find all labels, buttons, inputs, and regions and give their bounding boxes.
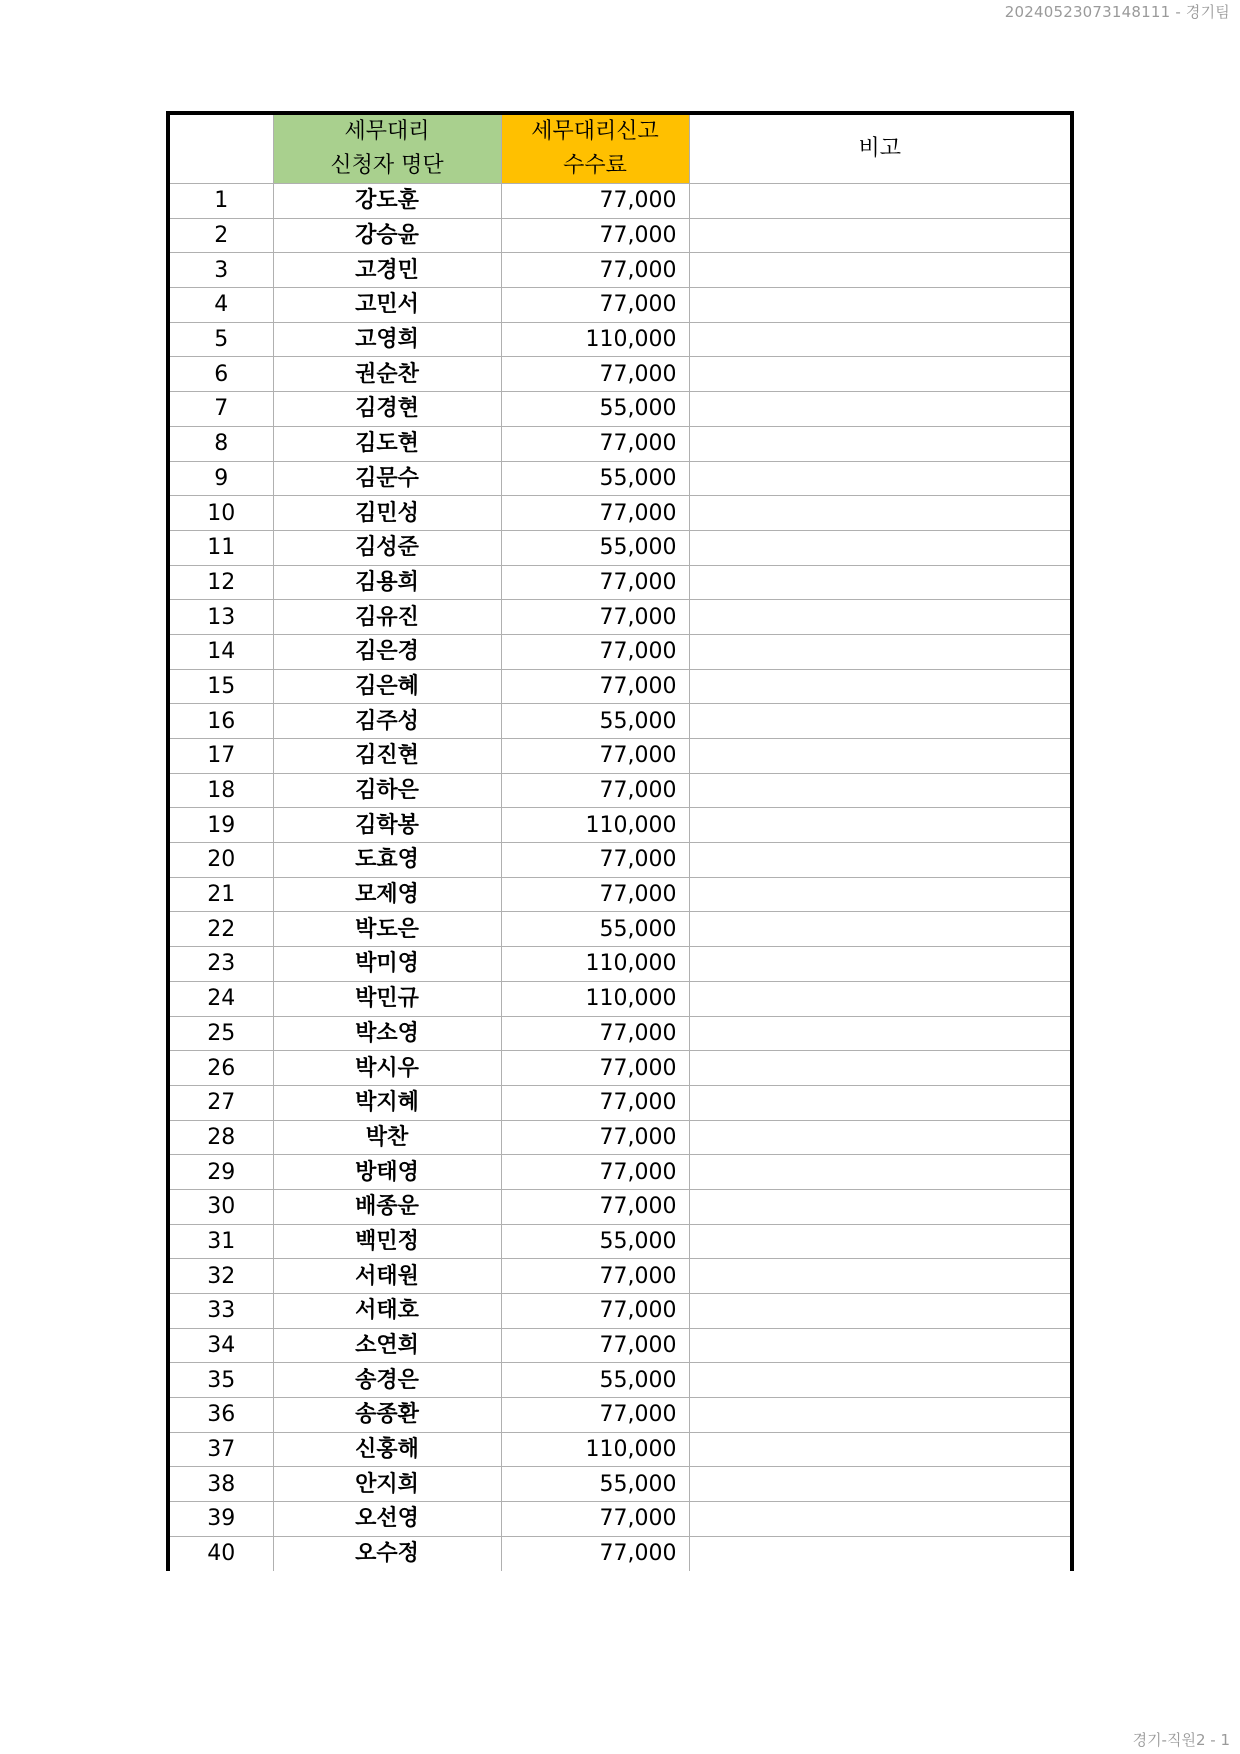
row-number: 35 <box>168 1363 273 1398</box>
row-number: 34 <box>168 1328 273 1363</box>
remarks-cell <box>689 218 1072 253</box>
applicant-name: 모제영 <box>273 877 501 912</box>
remarks-cell <box>689 773 1072 808</box>
header-number <box>168 113 273 184</box>
filing-fee: 77,000 <box>501 218 689 253</box>
table-row <box>168 218 1072 253</box>
row-number: 33 <box>168 1294 273 1329</box>
applicant-name: 박미영 <box>273 947 501 982</box>
row-number: 29 <box>168 1155 273 1190</box>
table-row <box>168 773 1072 808</box>
remarks-cell <box>689 565 1072 600</box>
applicant-name: 김은경 <box>273 634 501 669</box>
remarks-cell <box>689 1294 1072 1329</box>
remarks-cell <box>689 981 1072 1016</box>
applicant-name: 권순찬 <box>273 357 501 392</box>
document-id: 20240523073148111 - 경기팀 <box>1004 3 1230 21</box>
table-row <box>168 1259 1072 1294</box>
filing-fee: 55,000 <box>501 1224 689 1259</box>
remarks-cell <box>689 1224 1072 1259</box>
table-row <box>168 1120 1072 1155</box>
table-row <box>168 357 1072 392</box>
row-number: 23 <box>168 947 273 982</box>
row-number: 38 <box>168 1467 273 1502</box>
filing-fee: 55,000 <box>501 392 689 427</box>
filing-fee: 110,000 <box>501 981 689 1016</box>
row-number: 28 <box>168 1120 273 1155</box>
filing-fee: 55,000 <box>501 704 689 739</box>
filing-fee: 77,000 <box>501 288 689 323</box>
remarks-cell <box>689 426 1072 461</box>
remarks-cell <box>689 600 1072 635</box>
row-number: 14 <box>168 634 273 669</box>
tax-agent-applicant-table <box>166 111 1074 1571</box>
applicant-name: 김학봉 <box>273 808 501 843</box>
filing-fee: 110,000 <box>501 947 689 982</box>
table-row <box>168 1363 1072 1398</box>
remarks-cell <box>689 947 1072 982</box>
applicant-name: 오선영 <box>273 1502 501 1537</box>
applicant-name: 안지희 <box>273 1467 501 1502</box>
applicant-name: 고영희 <box>273 322 501 357</box>
table-row <box>168 461 1072 496</box>
applicant-name: 박민규 <box>273 981 501 1016</box>
header-remarks: 비고 <box>689 113 1072 184</box>
remarks-cell <box>689 634 1072 669</box>
applicant-name: 소연희 <box>273 1328 501 1363</box>
header-applicant-line2: 신청자 명단 <box>330 153 444 178</box>
filing-fee: 110,000 <box>501 1432 689 1467</box>
remarks-cell <box>689 1502 1072 1537</box>
row-number: 15 <box>168 669 273 704</box>
applicant-name: 김문수 <box>273 461 501 496</box>
table-row <box>168 1224 1072 1259</box>
remarks-cell <box>689 1467 1072 1502</box>
applicant-name: 송경은 <box>273 1363 501 1398</box>
remarks-cell <box>689 1016 1072 1051</box>
applicant-name: 김은혜 <box>273 669 501 704</box>
table-row <box>168 1189 1072 1224</box>
row-number: 1 <box>168 184 273 219</box>
applicant-name: 송종환 <box>273 1398 501 1433</box>
row-number: 22 <box>168 912 273 947</box>
table-row <box>168 912 1072 947</box>
table-row <box>168 843 1072 878</box>
filing-fee: 77,000 <box>501 1502 689 1537</box>
filing-fee: 77,000 <box>501 600 689 635</box>
remarks-cell <box>689 739 1072 774</box>
filing-fee: 77,000 <box>501 1536 689 1570</box>
applicant-name: 김유진 <box>273 600 501 635</box>
header-fee-line1: 세무대리신고 <box>531 119 659 144</box>
row-number: 12 <box>168 565 273 600</box>
table-row <box>168 565 1072 600</box>
filing-fee: 77,000 <box>501 1328 689 1363</box>
row-number: 9 <box>168 461 273 496</box>
filing-fee: 77,000 <box>501 877 689 912</box>
applicant-name: 배종운 <box>273 1189 501 1224</box>
applicant-name: 박시우 <box>273 1051 501 1086</box>
remarks-cell <box>689 1051 1072 1086</box>
filing-fee: 77,000 <box>501 1155 689 1190</box>
applicant-name: 김하은 <box>273 773 501 808</box>
applicant-name: 방태영 <box>273 1155 501 1190</box>
remarks-cell <box>689 461 1072 496</box>
applicant-name: 김용희 <box>273 565 501 600</box>
filing-fee: 77,000 <box>501 1189 689 1224</box>
table-row <box>168 1294 1072 1329</box>
applicant-name: 김주성 <box>273 704 501 739</box>
applicant-name: 박도은 <box>273 912 501 947</box>
row-number: 37 <box>168 1432 273 1467</box>
table-row <box>168 634 1072 669</box>
table-row <box>168 1085 1072 1120</box>
table-row <box>168 1502 1072 1537</box>
remarks-cell <box>689 1189 1072 1224</box>
row-number: 20 <box>168 843 273 878</box>
table-row <box>168 1328 1072 1363</box>
row-number: 17 <box>168 739 273 774</box>
applicant-name: 오수정 <box>273 1536 501 1570</box>
table-row <box>168 981 1072 1016</box>
filing-fee: 110,000 <box>501 808 689 843</box>
applicant-name: 강도훈 <box>273 184 501 219</box>
filing-fee: 55,000 <box>501 1363 689 1398</box>
applicant-name: 김민성 <box>273 496 501 531</box>
applicant-name: 박지혜 <box>273 1085 501 1120</box>
table-row <box>168 253 1072 288</box>
remarks-cell <box>689 1085 1072 1120</box>
filing-fee: 55,000 <box>501 912 689 947</box>
filing-fee: 77,000 <box>501 253 689 288</box>
remarks-cell <box>689 322 1072 357</box>
table-row <box>168 1398 1072 1433</box>
applicant-name: 고경민 <box>273 253 501 288</box>
remarks-cell <box>689 1432 1072 1467</box>
row-number: 36 <box>168 1398 273 1433</box>
row-number: 6 <box>168 357 273 392</box>
remarks-cell <box>689 1328 1072 1363</box>
applicant-name: 백민정 <box>273 1224 501 1259</box>
applicant-name: 김진현 <box>273 739 501 774</box>
filing-fee: 77,000 <box>501 773 689 808</box>
row-number: 32 <box>168 1259 273 1294</box>
row-number: 8 <box>168 426 273 461</box>
table-row <box>168 600 1072 635</box>
filing-fee: 55,000 <box>501 530 689 565</box>
row-number: 10 <box>168 496 273 531</box>
remarks-cell <box>689 288 1072 323</box>
applicant-name: 김경현 <box>273 392 501 427</box>
row-number: 30 <box>168 1189 273 1224</box>
table-row <box>168 288 1072 323</box>
row-number: 4 <box>168 288 273 323</box>
filing-fee: 77,000 <box>501 184 689 219</box>
filing-fee: 77,000 <box>501 1259 689 1294</box>
filing-fee: 77,000 <box>501 565 689 600</box>
filing-fee: 77,000 <box>501 843 689 878</box>
filing-fee: 77,000 <box>501 669 689 704</box>
row-number: 26 <box>168 1051 273 1086</box>
filing-fee: 77,000 <box>501 1120 689 1155</box>
row-number: 2 <box>168 218 273 253</box>
remarks-cell <box>689 1120 1072 1155</box>
filing-fee: 77,000 <box>501 1085 689 1120</box>
table-row <box>168 530 1072 565</box>
remarks-cell <box>689 1536 1072 1570</box>
applicant-name: 서태호 <box>273 1294 501 1329</box>
applicant-name: 박찬 <box>273 1120 501 1155</box>
applicant-name: 박소영 <box>273 1016 501 1051</box>
table-header <box>168 113 1072 184</box>
row-number: 21 <box>168 877 273 912</box>
remarks-cell <box>689 496 1072 531</box>
remarks-cell <box>689 392 1072 427</box>
table-body <box>168 184 1072 1571</box>
remarks-cell <box>689 912 1072 947</box>
row-number: 40 <box>168 1536 273 1570</box>
row-number: 11 <box>168 530 273 565</box>
table-row <box>168 669 1072 704</box>
filing-fee: 55,000 <box>501 1467 689 1502</box>
table-row <box>168 1051 1072 1086</box>
header-applicant-list <box>273 113 501 184</box>
table-row <box>168 392 1072 427</box>
remarks-cell <box>689 877 1072 912</box>
filing-fee: 77,000 <box>501 496 689 531</box>
table-row <box>168 947 1072 982</box>
applicant-name: 김도현 <box>273 426 501 461</box>
applicant-name: 신홍해 <box>273 1432 501 1467</box>
filing-fee: 77,000 <box>501 357 689 392</box>
row-number: 3 <box>168 253 273 288</box>
row-number: 5 <box>168 322 273 357</box>
table-row <box>168 1155 1072 1190</box>
header-row <box>168 113 1072 184</box>
filing-fee: 55,000 <box>501 461 689 496</box>
remarks-cell <box>689 808 1072 843</box>
filing-fee: 77,000 <box>501 1294 689 1329</box>
table-row <box>168 739 1072 774</box>
row-number: 16 <box>168 704 273 739</box>
applicant-name: 김성준 <box>273 530 501 565</box>
row-number: 39 <box>168 1502 273 1537</box>
table-row <box>168 426 1072 461</box>
table-row <box>168 1536 1072 1570</box>
remarks-cell <box>689 1398 1072 1433</box>
row-number: 7 <box>168 392 273 427</box>
applicant-name: 서태원 <box>273 1259 501 1294</box>
applicant-name: 고민서 <box>273 288 501 323</box>
table-row <box>168 496 1072 531</box>
header-filing-fee <box>501 113 689 184</box>
filing-fee: 77,000 <box>501 1398 689 1433</box>
remarks-cell <box>689 253 1072 288</box>
table-row <box>168 1432 1072 1467</box>
remarks-cell <box>689 843 1072 878</box>
remarks-cell <box>689 1363 1072 1398</box>
filing-fee: 77,000 <box>501 426 689 461</box>
table-row <box>168 184 1072 219</box>
row-number: 27 <box>168 1085 273 1120</box>
remarks-cell <box>689 1155 1072 1190</box>
remarks-cell <box>689 704 1072 739</box>
header-applicant-line1: 세무대리 <box>344 119 430 144</box>
remarks-cell <box>689 1259 1072 1294</box>
page-footer: 경기-직원2 - 1 <box>1132 1731 1230 1749</box>
filing-fee: 110,000 <box>501 322 689 357</box>
applicant-name: 도효영 <box>273 843 501 878</box>
table-row <box>168 877 1072 912</box>
filing-fee: 77,000 <box>501 634 689 669</box>
filing-fee: 77,000 <box>501 739 689 774</box>
remarks-cell <box>689 530 1072 565</box>
table-row <box>168 322 1072 357</box>
remarks-cell <box>689 357 1072 392</box>
row-number: 31 <box>168 1224 273 1259</box>
table-row <box>168 704 1072 739</box>
row-number: 19 <box>168 808 273 843</box>
table-row <box>168 1467 1072 1502</box>
row-number: 25 <box>168 1016 273 1051</box>
applicant-name: 강승윤 <box>273 218 501 253</box>
table-row <box>168 1016 1072 1051</box>
filing-fee: 77,000 <box>501 1051 689 1086</box>
table-row <box>168 808 1072 843</box>
remarks-cell <box>689 669 1072 704</box>
header-fee-line2: 수수료 <box>563 153 627 178</box>
remarks-cell <box>689 184 1072 219</box>
row-number: 13 <box>168 600 273 635</box>
row-number: 24 <box>168 981 273 1016</box>
filing-fee: 77,000 <box>501 1016 689 1051</box>
row-number: 18 <box>168 773 273 808</box>
